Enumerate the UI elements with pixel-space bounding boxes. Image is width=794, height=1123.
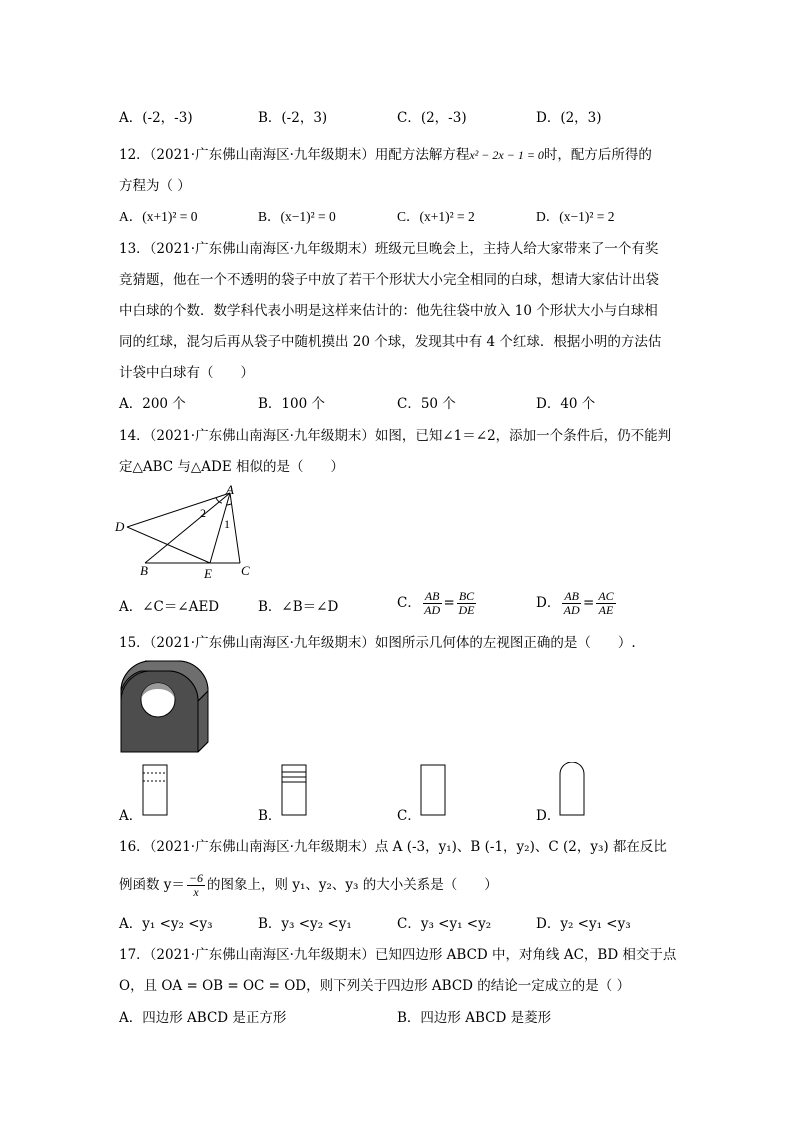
q11-option-c: C．(2，-3) (397, 110, 467, 126)
q12-option-d: D．(x−1)² = 2 (536, 209, 615, 224)
q15-view-b (281, 764, 307, 816)
q15-solid-figure (118, 658, 213, 758)
q14-d-frac-left: $\frac{AB}{AD}$ (563, 589, 580, 617)
q15-option-c-label: C． (397, 808, 421, 824)
q16-option-a: A．y₁ <y₂ <y₃ (119, 916, 213, 932)
q12-option-c: C．(x+1)² = 2 (397, 209, 475, 224)
q13-stem-line5: 计袋中白球有（ ） (119, 365, 254, 381)
q12-option-a: A．(x+1)² = 0 (119, 209, 198, 224)
q14-angle-2: 2 (200, 506, 206, 520)
q11-option-a: A．(-2，-3) (119, 110, 193, 126)
q13-option-c: C．50 个 (397, 396, 456, 412)
q14-option-a: A．∠C＝∠AED (119, 599, 220, 615)
q14-angle-1: 1 (224, 517, 230, 531)
q15-option-b-label: B． (258, 808, 282, 824)
q13-stem-line2: 竞猜题，他在一个不透明的袋子中放了若干个形状大小完全相同的白球，想请大家估计出袋 (119, 272, 659, 288)
q14-stem-line2: 定△ABC 与△ADE 相似的是（ ） (119, 459, 345, 475)
q13-stem-line3: 中白球的个数．数学科代表小明是这样来估计的：他先往袋中放入 10 个形状大小与白球相 (119, 303, 658, 319)
q13-option-b: B．100 个 (258, 396, 325, 412)
q14-label-e: E (204, 566, 212, 581)
q13-option-a: A．200 个 (119, 396, 186, 412)
q17-option-b: B．四边形 ABCD 是菱形 (397, 1010, 552, 1026)
q16-fraction: $\frac{-6}{x}$ (188, 871, 204, 899)
q14-stem-line1: 14．（2021·广东佛山南海区·九年级期末）如图，已知∠1＝∠2，添加一个条件后，仍不能判 (119, 428, 672, 444)
q14-label-b: B (140, 563, 148, 578)
q15-option-d-label: D． (536, 808, 561, 824)
q17-stem-line1: 17．（2021·广东佛山南海区·九年级期末）已知四边形 ABCD 中，对角线 AC，BD 相交于点 (119, 947, 677, 963)
q17-option-a: A．四边形 ABCD 是正方形 (119, 1010, 287, 1026)
q14-label-c: C (241, 563, 250, 578)
q14-label-a: A (226, 483, 234, 497)
q12-stem-line1: 12．（2021·广东佛山南海区·九年级期末）用配方法解方程x² − 2x − 1 = 0时，配方后所得的 (119, 147, 652, 163)
q13-stem-line4: 同的红球，混匀后再从袋子中随机摸出 20 个球，发现其中有 4 个红球．根据小明的方法估 (119, 334, 662, 350)
q14-c-frac-left: $\frac{AB}{AD}$ (424, 589, 441, 617)
q14-label-d: D (115, 519, 125, 534)
q16-stem-line1: 16．（2021·广东佛山南海区·九年级期末）点 A (-3，y₁)、B (-1，y₂)、C (2，y₃) 都在反比 (119, 839, 667, 855)
q14-triangle-figure (112, 483, 262, 583)
q15-view-a (142, 764, 168, 816)
q12-stem-line2: 方程为（ ） (119, 178, 191, 194)
q14-d-frac-right: $\frac{AC}{AE}$ (598, 589, 614, 617)
q15-view-c (420, 764, 446, 816)
q16-option-b: B．y₃ <y₂ <y₁ (258, 916, 352, 932)
q11-option-d: D．(2，3) (536, 110, 602, 126)
q16-stem-line2: 例函数 y＝ $\frac{-6}{x}$ 的图象上，则 y₁、y₂、y₃ 的大小关系是（ ） (119, 871, 498, 899)
q12-option-b: B．(x−1)² = 0 (258, 209, 336, 224)
q16-option-c: C．y₃ <y₁ <y₂ (397, 916, 492, 932)
q16-option-d: D．y₂ <y₁ <y₃ (536, 916, 631, 932)
q14-option-b: B．∠B＝∠D (258, 599, 339, 615)
q15-view-d (559, 762, 585, 816)
q17-stem-line2: O，且 OA = OB = OC = OD，则下列关于四边形 ABCD 的结论一定成立的是（ ） (119, 978, 631, 994)
q13-stem-line1: 13．（2021·广东佛山南海区·九年级期末）班级元旦晚会上，主持人给大家带来了一个有奖 (119, 241, 659, 257)
q15-option-a-label: A． (119, 808, 143, 824)
q14-c-frac-right: $\frac{BC}{DE}$ (458, 589, 475, 617)
q11-option-b: B．(-2，3) (258, 110, 328, 126)
q14-option-c: C． $\frac{AB}{AD}$ = $\frac{BC}{DE}$ (397, 589, 475, 617)
q12-equation: x² − 2x − 1 = 0 (469, 148, 544, 162)
q14-option-d: D． $\frac{AB}{AD}$ = $\frac{AC}{AE}$ (536, 589, 614, 617)
q13-option-d: D．40 个 (536, 396, 596, 412)
q15-stem-line1: 15．（2021·广东佛山南海区·九年级期末）如图所示几何体的左视图正确的是（ ）. (119, 635, 636, 651)
